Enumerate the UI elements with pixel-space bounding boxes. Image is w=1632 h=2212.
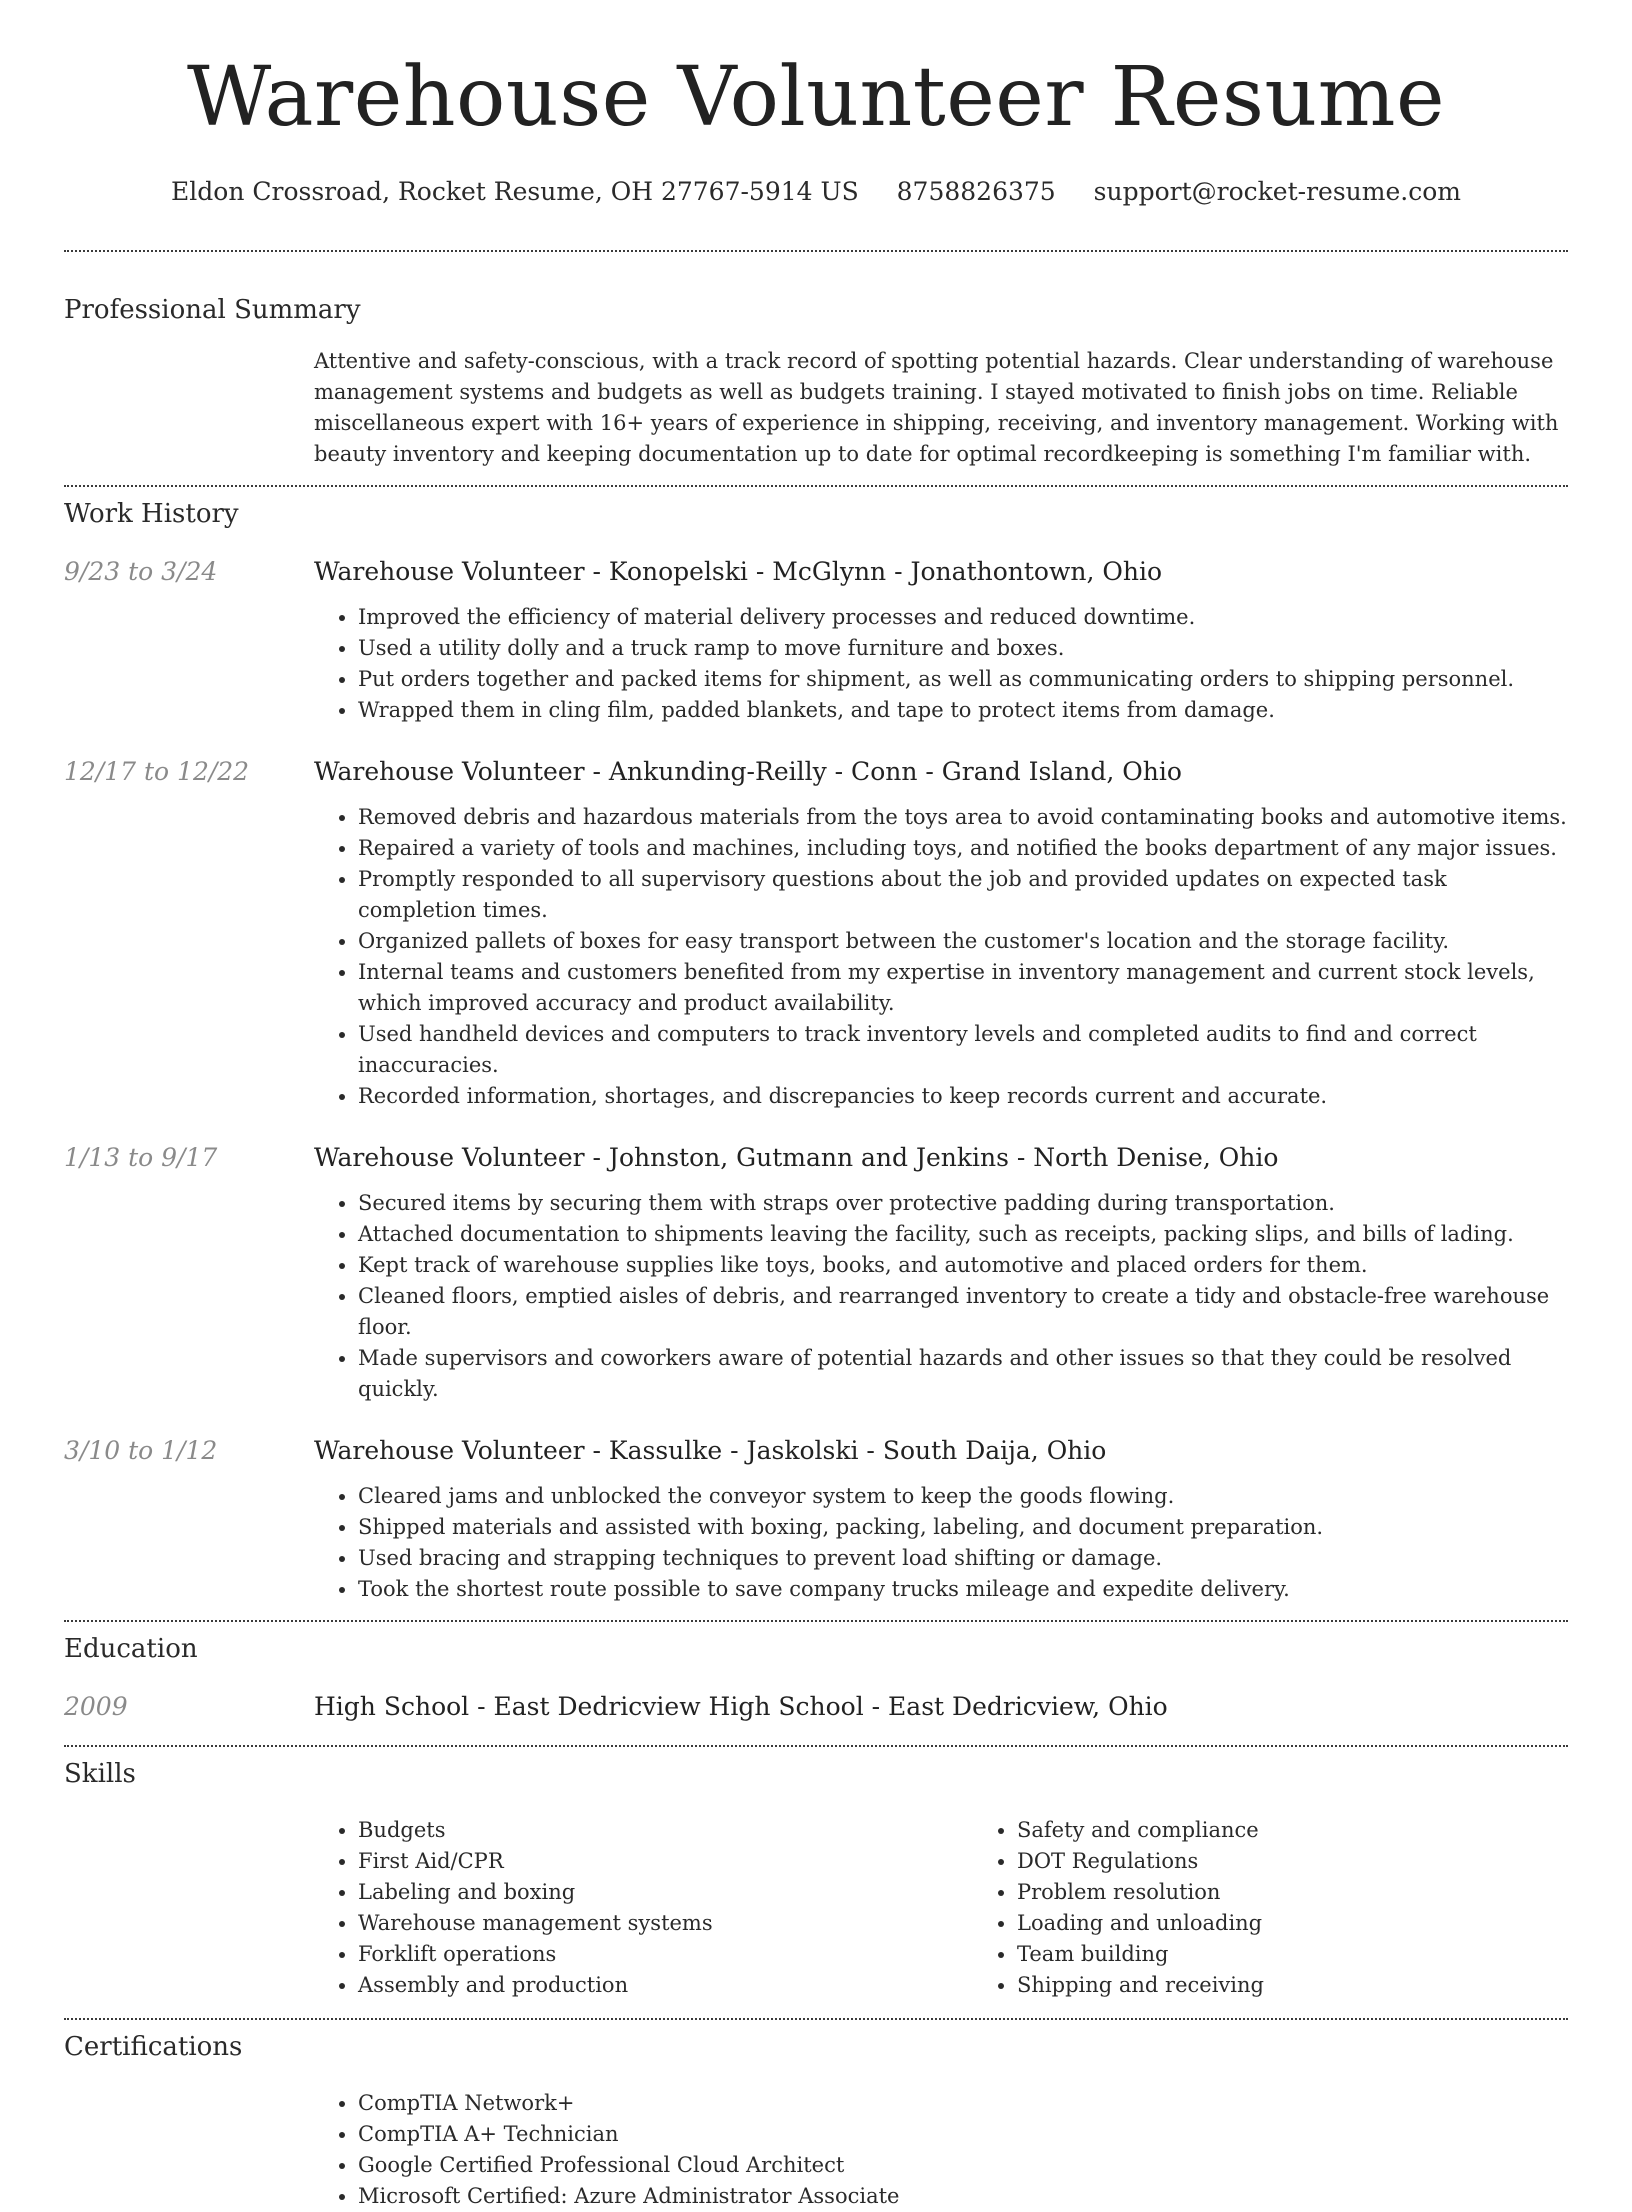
list-item: • DOT Regulations (1017, 1846, 1632, 1877)
job-entry (64, 1434, 1568, 1605)
list-item: • Budgets (358, 1815, 973, 1846)
list-item: • Repaired a variety of tools and machines, including toys, and notified the books department of any major issues. (358, 833, 1568, 864)
certifications-row (64, 2088, 1568, 2212)
divider (64, 1620, 1568, 1622)
skills-row (64, 1815, 1568, 2001)
list-item: • Team building (1017, 1939, 1632, 1970)
job-entry (64, 555, 1568, 726)
job-dates: 3/10 to 1/12 (64, 1436, 218, 1465)
list-item: • Shipped materials and assisted with boxing, packing, labeling, and document preparation. (358, 1512, 1568, 1543)
summary-section (64, 293, 1568, 470)
divider (64, 250, 1568, 252)
education-heading: Education (64, 1634, 198, 1664)
list-item: • Recorded information, shortages, and discrepancies to keep records current and accurate. (358, 1081, 1568, 1112)
education-year: 2009 (64, 1692, 128, 1721)
list-item: • Wrapped them in cling film, padded blankets, and tape to protect items from damage. (358, 695, 1568, 726)
list-item: • Took the shortest route possible to save company trucks mileage and expedite delivery. (358, 1574, 1568, 1605)
certifications-section (64, 2030, 1568, 2212)
list-item: • Organized pallets of boxes for easy transport between the customer's location and the storage facility. (358, 926, 1568, 957)
job-entry (64, 755, 1568, 1112)
list-item: • Labeling and boxing (358, 1877, 973, 1908)
job-title: Warehouse Volunteer - Johnston, Gutmann and Jenkins - North Denise, Ohio (314, 1143, 1279, 1172)
list-item: • CompTIA Network+ (358, 2088, 1568, 2119)
list-item: • Put orders together and packed items for shipment, as well as communicating orders to shipping personnel. (358, 664, 1568, 695)
list-item: • Promptly responded to all supervisory questions about the job and provided updates on expected task completion times. (358, 864, 1568, 926)
list-item: • Made supervisors and coworkers aware of potential hazards and other issues so that they could be resolved quickly. (358, 1343, 1568, 1405)
job-duties (314, 1188, 1568, 1405)
skills-list-left (314, 1815, 973, 2001)
list-item: • Improved the efficiency of material delivery processes and reduced downtime. (358, 602, 1568, 633)
certifications-list (314, 2088, 1568, 2212)
skills-heading: Skills (64, 1759, 136, 1789)
list-item: • Assembly and production (358, 1970, 973, 2001)
divider (64, 2018, 1568, 2020)
list-item: • Attached documentation to shipments leaving the facility, such as receipts, packing slips, and bills of lading. (358, 1219, 1568, 1250)
list-item: • Used handheld devices and computers to track inventory levels and completed audits to find and correct inaccuracies. (358, 1019, 1568, 1081)
list-item: • Secured items by securing them with straps over protective padding during transportation. (358, 1188, 1568, 1219)
list-item: • Cleared jams and unblocked the conveyor system to keep the goods flowing. (358, 1481, 1568, 1512)
job-title: Warehouse Volunteer - Kassulke - Jaskolski - South Daija, Ohio (314, 1436, 1107, 1465)
resume-title: Warehouse Volunteer Resume (186, 50, 1446, 145)
contact-phone: 8758826375 (896, 177, 1056, 206)
work-history-heading: Work History (64, 499, 239, 529)
job-title: Warehouse Volunteer - Konopelski - McGlynn - Jonathontown, Ohio (314, 557, 1162, 586)
skills-section (64, 1757, 1568, 2001)
job-duties (314, 1481, 1568, 1605)
work-history-section (64, 497, 1568, 1605)
job-dates: 9/23 to 3/24 (64, 557, 218, 586)
list-item: • Kept track of warehouse supplies like toys, books, and automotive and placed orders for them. (358, 1250, 1568, 1281)
resume-page (64, 0, 1568, 2212)
job-title: Warehouse Volunteer - Ankunding-Reilly - Conn - Grand Island, Ohio (314, 757, 1182, 786)
contact-email: support@rocket-resume.com (1093, 177, 1461, 206)
list-item: • Safety and compliance (1017, 1815, 1632, 1846)
list-item: • First Aid/CPR (358, 1846, 973, 1877)
list-item: • Forklift operations (358, 1939, 973, 1970)
list-item: • Cleaned floors, emptied aisles of debris, and rearranged inventory to create a tidy and obstacle-free warehouse floor. (358, 1281, 1568, 1343)
list-item: • Problem resolution (1017, 1877, 1632, 1908)
contact-line (64, 176, 1568, 208)
divider (64, 1745, 1568, 1747)
job-dates: 1/13 to 9/17 (64, 1143, 218, 1172)
list-item: • Shipping and receiving (1017, 1970, 1632, 2001)
contact-address: Eldon Crossroad, Rocket Resume, OH 27767-5914 US (171, 177, 859, 206)
list-item: • Microsoft Certified: Azure Administrator Associate (358, 2181, 1568, 2212)
summary-heading: Professional Summary (64, 295, 361, 325)
list-item: • CompTIA A+ Technician (358, 2119, 1568, 2150)
education-title: High School - East Dedricview High School - East Dedricview, Ohio (314, 1692, 1168, 1721)
list-item: • Used bracing and strapping techniques to prevent load shifting or damage. (358, 1543, 1568, 1574)
list-item: • Internal teams and customers benefited from my expertise in inventory management and current stock levels, which improved accuracy and product availability. (358, 957, 1568, 1019)
list-item: • Removed debris and hazardous materials from the toys area to avoid contaminating books and automotive items. (358, 802, 1568, 833)
job-entry (64, 1141, 1568, 1405)
skills-list-right (973, 1815, 1632, 2001)
job-duties (314, 802, 1568, 1112)
divider (64, 485, 1568, 487)
job-dates: 12/17 to 12/22 (64, 757, 250, 786)
list-item: • Warehouse management systems (358, 1908, 973, 1939)
job-duties (314, 602, 1568, 726)
education-section (64, 1632, 1568, 1724)
list-item: • Used a utility dolly and a truck ramp to move furniture and boxes. (358, 633, 1568, 664)
list-item: • Loading and unloading (1017, 1908, 1632, 1939)
certifications-heading: Certifications (64, 2032, 243, 2062)
education-entry (64, 1690, 1568, 1724)
summary-row (64, 346, 1568, 470)
summary-text: Attentive and safety-conscious, with a track record of spotting potential hazards. Clear understanding of warehouse management systems and budgets as well as budgets training. I stayed motivated to finish jobs on time. Reliable miscellaneous expert with 16+ years of experience in shipping, receiving, and inventory management. Working with beauty inventory and keeping documentation up to date for optimal recordkeeping is something I'm familiar with. (314, 349, 1559, 466)
list-item: • Google Certified Professional Cloud Architect (358, 2150, 1568, 2181)
